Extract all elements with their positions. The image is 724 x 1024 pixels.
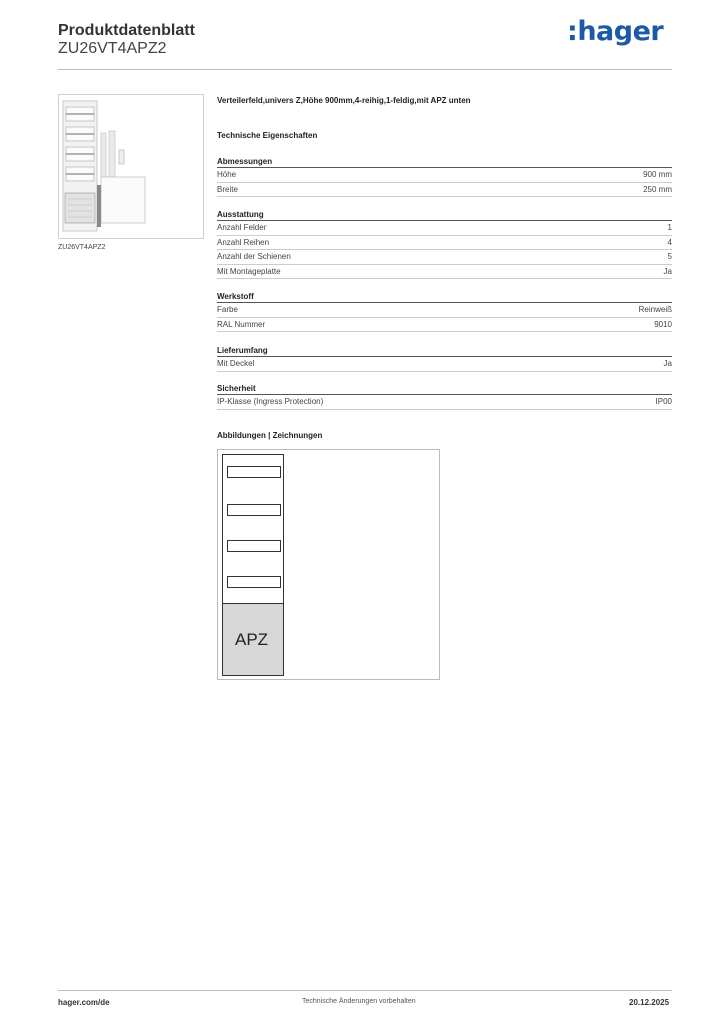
spec-row: [217, 265, 672, 280]
header-divider: [58, 69, 672, 70]
spec-row: [217, 221, 672, 236]
spec-row: [217, 303, 672, 318]
technical-properties-title: Technische Eigenschaften: [217, 131, 318, 140]
cabinet-row-slot: [227, 540, 281, 552]
cabinet-row-slot: [227, 466, 281, 478]
spec-label: Anzahl Felder: [217, 223, 267, 232]
spec-value: IP00: [655, 397, 672, 406]
cabinet-row-slot: [227, 504, 281, 516]
section-title: Abmessungen: [217, 156, 672, 168]
section-lieferumfang: [217, 345, 672, 372]
spec-row: [217, 318, 672, 333]
spec-value: Ja: [663, 359, 672, 368]
spec-label: Anzahl der Schienen: [217, 252, 291, 261]
spec-value: 1: [667, 223, 672, 232]
hager-logo: [567, 16, 663, 47]
footer-date: 20.12.2025: [629, 998, 670, 1007]
product-code: ZU26VT4APZ2: [58, 40, 167, 57]
spec-row: [217, 183, 672, 198]
section-ausstattung: [217, 209, 672, 279]
figures-title: Abbildungen | Zeichnungen: [217, 431, 323, 440]
footer-divider: [58, 990, 672, 991]
section-title: Lieferumfang: [217, 345, 672, 357]
page-title: Produktdatenblatt: [58, 22, 195, 39]
spec-row: [217, 236, 672, 251]
logo-text: hager: [577, 16, 664, 47]
spec-label: Mit Deckel: [217, 359, 255, 368]
spec-label: Breite: [217, 184, 238, 194]
spec-value: Ja: [663, 266, 672, 276]
cabinet-drawing: [222, 454, 284, 676]
logo-colon-mark: :: [567, 16, 578, 47]
cabinet-row-slot: [227, 576, 281, 588]
spec-row: [217, 395, 672, 410]
section-abmessungen: [217, 156, 672, 197]
spec-label: Anzahl Reihen: [217, 237, 270, 247]
spec-label: Höhe: [217, 170, 237, 179]
section-title: Werkstoff: [217, 291, 672, 303]
spec-label: IP-Klasse (Ingress Protection): [217, 397, 324, 406]
drawing-frame: [217, 449, 440, 680]
spec-value: 9010: [654, 319, 672, 329]
section-title: Sicherheit: [217, 383, 672, 395]
spec-value: 5: [667, 252, 672, 261]
apz-panel: [223, 603, 283, 675]
product-image-caption: ZU26VT4APZ2: [58, 244, 106, 251]
spec-row: [217, 357, 672, 372]
product-photo-illustration: [59, 95, 203, 238]
section-sicherheit: [217, 383, 672, 410]
spec-value: Reinweiß: [638, 305, 672, 314]
apz-label: APZ: [235, 630, 269, 649]
spec-label: RAL Nummer: [217, 319, 266, 329]
spec-label: Mit Montageplatte: [217, 266, 281, 276]
spec-label: Farbe: [217, 305, 238, 314]
section-werkstoff: [217, 291, 672, 332]
section-title: Ausstattung: [217, 209, 672, 221]
spec-row: [217, 168, 672, 183]
footer-website: hager.com/de: [58, 998, 110, 1007]
spec-row: [217, 250, 672, 265]
footer-notice: Technische Änderungen vorbehalten: [302, 998, 416, 1005]
spec-value: 4: [667, 237, 672, 247]
spec-value: 250 mm: [643, 184, 672, 194]
product-image: [58, 94, 204, 239]
spec-value: 900 mm: [643, 170, 672, 179]
product-description: Verteilerfeld,univers Z,Höhe 900mm,4-reihig,1-feldig,mit APZ unten: [217, 96, 471, 105]
